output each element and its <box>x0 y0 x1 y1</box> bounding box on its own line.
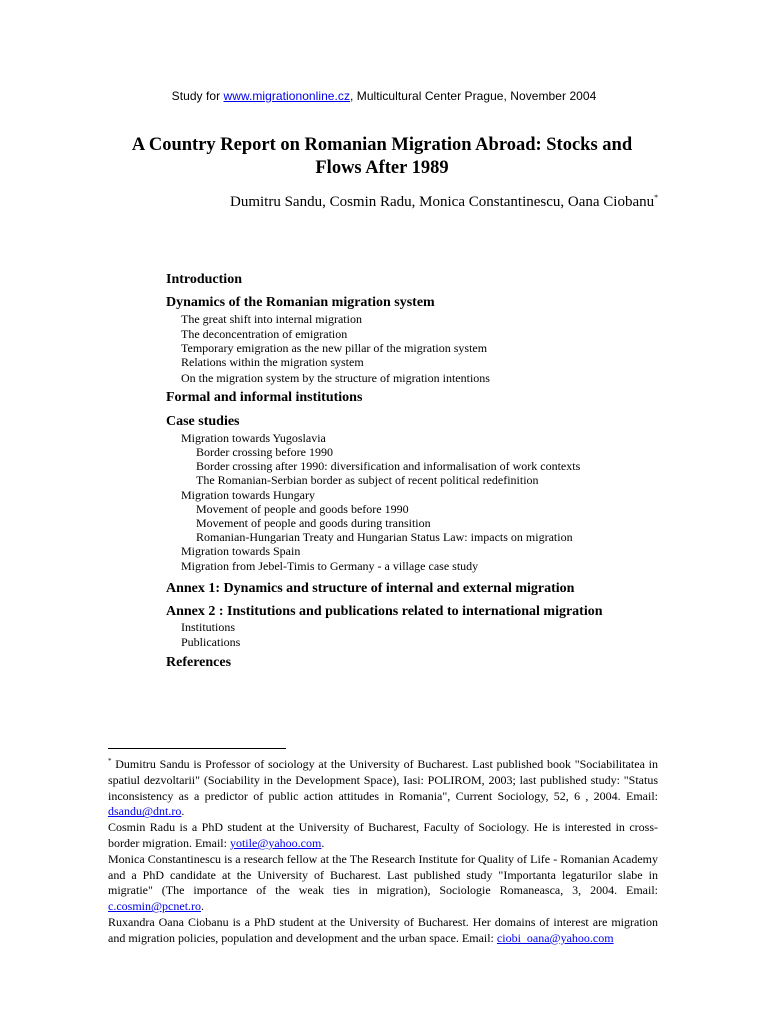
study-header <box>0 89 768 103</box>
header-prefix: Study for <box>171 89 224 103</box>
footnote-ciobanu <box>108 915 658 947</box>
footnote-constantinescu <box>108 852 658 915</box>
toc-subsubitem[interactable]: Movement of people and goods before 1990 <box>196 502 409 516</box>
toc-heading[interactable]: Formal and informal institutions <box>166 390 363 405</box>
footnote-text-end: . <box>201 899 205 914</box>
report-title <box>90 134 674 180</box>
toc-subsubitem[interactable]: Movement of people and goods during transition <box>196 516 431 530</box>
email-link-ciobanu[interactable]: ciobi_oana@yahoo.com <box>496 930 614 945</box>
migrationonline-link[interactable]: www.migrationonline.cz <box>223 89 351 103</box>
toc-subitem[interactable]: Migration towards Yugoslavia <box>181 431 326 445</box>
toc-heading[interactable]: References <box>166 655 232 670</box>
toc-subsubitem[interactable]: Border crossing before 1990 <box>196 445 333 459</box>
footnote-text: Cosmin Radu is a PhD student at the University of Bucharest, Faculty of Sociology. He is interested in cross-border migration. Email: <box>108 820 658 850</box>
footnote-sandu <box>108 754 658 820</box>
toc-heading[interactable]: Dynamics of the Romanian migration system <box>166 295 435 310</box>
footnote-marker: * <box>108 757 112 765</box>
toc-subitem[interactable]: The deconcentration of emigration <box>181 327 348 341</box>
toc-subitem[interactable]: On the migration system by the structure of migration intentions <box>181 371 490 385</box>
toc-heading[interactable]: Case studies <box>166 414 240 429</box>
toc-subitem[interactable]: Temporary emigration as the new pillar of the migration system <box>181 341 488 355</box>
footnote-text-end: . <box>181 804 185 819</box>
toc-subitem[interactable]: Relations within the migration system <box>181 355 364 369</box>
title-line-2: Flows After 1989 <box>315 158 449 178</box>
toc-heading[interactable]: Introduction <box>166 272 242 287</box>
footnote-radu <box>108 820 658 852</box>
toc-subitem[interactable]: The great shift into internal migration <box>181 312 362 326</box>
footnote-text: Dumitru Sandu is Professor of sociology at the University of Bucharest. Last published book "Sociabilitatea in spatiul dezvoltarii" (Sociability in the Development Space), Iasi: POLIROM, 2003; last published study: "Status inconsistency as a predictor of public action attitudes in Romania", Current Sociology, 52, 6 , 2004. Email: <box>108 757 658 803</box>
toc-heading[interactable]: Annex 1: Dynamics and structure of internal and external migration <box>166 581 575 596</box>
footnote-divider <box>108 748 286 749</box>
email-link-sandu[interactable]: dsandu@dnt.ro <box>108 804 182 819</box>
toc-subitem[interactable]: Migration towards Spain <box>181 544 301 558</box>
toc-subitem[interactable]: Migration from Jebel-Timis to Germany - a village case study <box>181 559 479 573</box>
toc-subitem[interactable]: Migration towards Hungary <box>181 488 315 502</box>
footnote-marker[interactable]: * <box>654 193 659 202</box>
toc-subsubitem[interactable]: The Romanian-Serbian border as subject of recent political redefinition <box>196 473 539 487</box>
author-names: Dumitru Sandu, Cosmin Radu, Monica Constantinescu, Oana Ciobanu <box>230 194 655 210</box>
toc-subitem[interactable]: Publications <box>181 635 241 649</box>
toc-subsubitem[interactable]: Romanian-Hungarian Treaty and Hungarian Status Law: impacts on migration <box>196 530 573 544</box>
authors <box>230 193 670 211</box>
email-link-radu[interactable]: yotile@yahoo.com <box>229 835 322 850</box>
toc-subitem[interactable]: Institutions <box>181 620 236 634</box>
footnotes <box>108 754 658 947</box>
footnote-text: Monica Constantinescu is a research fellow at the The Research Institute for Quality of Life - Romanian Academy and a PhD candidate at the University of Bucharest. Last published study "Importanta legaturilor slabe in migratie" (The importance of the weak ties in migration), Sociologie Romaneasca, 3, 2004. Email: <box>108 851 658 898</box>
toc-subsubitem[interactable]: Border crossing after 1990: diversification and informalisation of work contexts <box>196 459 581 473</box>
footnote-text-end: . <box>321 835 325 850</box>
email-link-constantinescu[interactable]: c.cosmin@pcnet.ro <box>108 899 202 914</box>
footnote-text: Ruxandra Oana Ciobanu is a PhD student at the University of Bucharest. Her domains of interest are migration and migration policies, population and development and the urban space. Email: <box>108 914 658 945</box>
header-suffix: , Multicultural Center Prague, November 2004 <box>350 89 597 103</box>
title-line-1: A Country Report on Romanian Migration Abroad: Stocks and <box>131 135 633 155</box>
toc-heading[interactable]: Annex 2 : Institutions and publications related to international migration <box>166 604 603 619</box>
